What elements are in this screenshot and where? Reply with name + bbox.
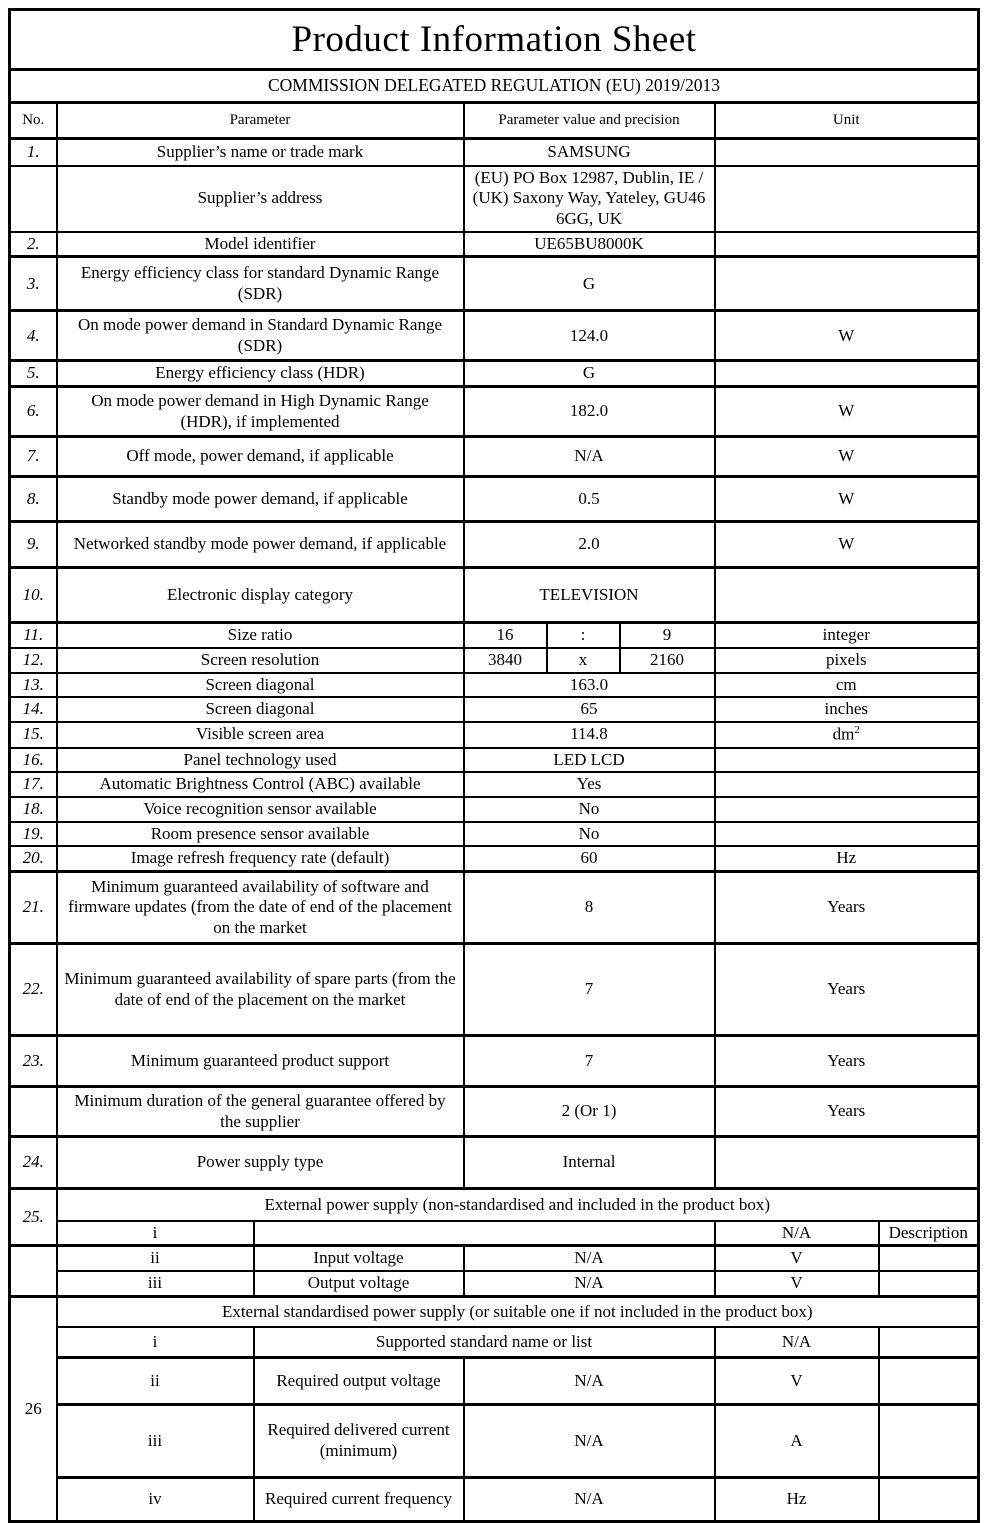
value-cell: 0.5 [464, 477, 715, 522]
no-cell: 22. [10, 944, 57, 1036]
no-cell [10, 166, 57, 232]
sub-index-cell: ii [57, 1246, 254, 1271]
param-cell: Model identifier [57, 232, 464, 257]
param-cell: Energy efficiency class for standard Dynamic Range (SDR) [57, 257, 464, 311]
unit-cell: W [715, 387, 979, 437]
no-cell: 7. [10, 437, 57, 477]
unit-cell: Years [715, 1036, 979, 1087]
no-cell: 10. [10, 568, 57, 623]
unit-cell: cm [715, 673, 979, 698]
description-cell [879, 1271, 979, 1296]
row-21 [10, 872, 979, 944]
param-cell: Screen diagonal [57, 697, 464, 722]
no-cell: 1. [10, 139, 57, 166]
sub-index-cell: iii [57, 1271, 254, 1296]
value-cell: 60 [464, 846, 715, 871]
row-11 [10, 623, 979, 648]
row-2 [10, 232, 979, 257]
no-cell: 23. [10, 1036, 57, 1087]
subtitle-row [10, 70, 979, 103]
no-cell: 12. [10, 648, 57, 673]
col-header-parameter: Parameter [57, 103, 464, 139]
param-cell: Room presence sensor available [57, 822, 464, 847]
param-cell: Size ratio [57, 623, 464, 648]
section-25-row-iii [10, 1271, 979, 1296]
description-cell: Description [879, 1221, 979, 1246]
value-cell: 124.0 [464, 311, 715, 361]
unit-cell: W [715, 477, 979, 522]
unit-cell [715, 772, 979, 797]
value-cell: (EU) PO Box 12987, Dublin, IE / (UK) Saxony Way, Yateley, GU46 6GG, UK [464, 166, 715, 232]
value-cell: 182.0 [464, 387, 715, 437]
unit-cell: integer [715, 623, 979, 648]
no-cell: 4. [10, 311, 57, 361]
value-part-cell: 9 [620, 623, 715, 648]
no-cell: 13. [10, 673, 57, 698]
param-cell: Supplier’s address [57, 166, 464, 232]
sub-index-cell: i [57, 1327, 254, 1357]
description-cell [879, 1477, 979, 1521]
product-information-table [8, 8, 980, 1523]
value-cell: N/A [464, 1404, 715, 1477]
sub-index-cell: i [57, 1221, 254, 1246]
no-cell: 26 [10, 1296, 57, 1521]
product-information-sheet [8, 8, 977, 1523]
unit-cell: V [715, 1357, 879, 1404]
section-26-header-row [10, 1296, 979, 1327]
unit-cell: Hz [715, 1477, 879, 1521]
param-cell: Screen diagonal [57, 673, 464, 698]
value-cell: SAMSUNG [464, 139, 715, 166]
unit-cell: V [715, 1246, 879, 1271]
value-part-cell: 2160 [620, 648, 715, 673]
unit-cell: N/A [715, 1221, 879, 1246]
description-cell [879, 1246, 979, 1271]
unit-cell [715, 797, 979, 822]
value-cell: 7 [464, 944, 715, 1036]
no-cell: 16. [10, 748, 57, 773]
no-cell: 8. [10, 477, 57, 522]
param-cell: Power supply type [57, 1137, 464, 1189]
unit-cell [715, 166, 979, 232]
param-cell: Voice recognition sensor available [57, 797, 464, 822]
description-cell [879, 1327, 979, 1357]
value-cell: LED LCD [464, 748, 715, 773]
value-cell: N/A [464, 1477, 715, 1521]
no-cell: 21. [10, 872, 57, 944]
param-cell: Visible screen area [57, 722, 464, 747]
param-cell: Required current frequency [254, 1477, 464, 1521]
no-cell: 19. [10, 822, 57, 847]
value-cell: N/A [464, 1271, 715, 1296]
value-cell: N/A [464, 437, 715, 477]
param-cell: Minimum guaranteed availability of software and firmware updates (from the date of end of the placement on the market [57, 872, 464, 944]
unit-cell [715, 748, 979, 773]
unit-cell [715, 257, 979, 311]
unit-cell [715, 822, 979, 847]
row-5 [10, 361, 979, 387]
unit-cell: Years [715, 1087, 979, 1137]
param-cell [254, 1221, 715, 1246]
param-cell: On mode power demand in High Dynamic Range (HDR), if implemented [57, 387, 464, 437]
no-cell: 11. [10, 623, 57, 648]
param-cell: Minimum duration of the general guarantee offered by the supplier [57, 1087, 464, 1137]
description-cell [879, 1357, 979, 1404]
title-row [10, 10, 979, 70]
no-cell: 6. [10, 387, 57, 437]
param-cell: Minimum guaranteed availability of spare parts (from the date of end of the placement on the market [57, 944, 464, 1036]
no-cell: 15. [10, 722, 57, 747]
param-cell: Required delivered current (minimum) [254, 1404, 464, 1477]
col-header-unit: Unit [715, 103, 979, 139]
row-15 [10, 722, 979, 747]
row-8 [10, 477, 979, 522]
unit-cell [715, 568, 979, 623]
no-cell: 5. [10, 361, 57, 387]
value-cell: TELEVISION [464, 568, 715, 623]
param-cell: Energy efficiency class (HDR) [57, 361, 464, 387]
value-cell: N/A [464, 1357, 715, 1404]
value-part-cell: 16 [464, 623, 547, 648]
row-19 [10, 822, 979, 847]
unit-cell [715, 722, 979, 747]
sub-index-cell: ii [57, 1357, 254, 1404]
param-cell: Off mode, power demand, if applicable [57, 437, 464, 477]
row-16 [10, 748, 979, 773]
row-20 [10, 846, 979, 871]
row-1 [10, 139, 979, 166]
param-cell: Minimum guaranteed product support [57, 1036, 464, 1087]
row-3 [10, 257, 979, 311]
section-26-row-iv [10, 1477, 979, 1521]
no-cell: 18. [10, 797, 57, 822]
no-cell: 24. [10, 1137, 57, 1189]
no-cell [10, 1246, 57, 1296]
no-cell: 9. [10, 522, 57, 568]
value-cell: No [464, 797, 715, 822]
value-separator-cell: : [547, 623, 620, 648]
value-cell: Internal [464, 1137, 715, 1189]
unit-cell [715, 139, 979, 166]
row-10 [10, 568, 979, 623]
value-cell: No [464, 822, 715, 847]
no-cell: 20. [10, 846, 57, 871]
unit-cell: Hz [715, 846, 979, 871]
unit-cell: pixels [715, 648, 979, 673]
row-17 [10, 772, 979, 797]
section-26-header: External standardised power supply (or suitable one if not included in the product box) [57, 1296, 979, 1327]
col-header-value: Parameter value and precision [464, 103, 715, 139]
no-cell: 3. [10, 257, 57, 311]
value-cell: Yes [464, 772, 715, 797]
row-7 [10, 437, 979, 477]
param-cell: Standby mode power demand, if applicable [57, 477, 464, 522]
param-cell: Supplier’s name or trade mark [57, 139, 464, 166]
sub-index-cell: iv [57, 1477, 254, 1521]
value-cell: 2 (Or 1) [464, 1087, 715, 1137]
row-22 [10, 944, 979, 1036]
param-cell: Networked standby mode power demand, if applicable [57, 522, 464, 568]
value-cell: 8 [464, 872, 715, 944]
value-cell: 163.0 [464, 673, 715, 698]
unit-cell: A [715, 1404, 879, 1477]
param-cell: On mode power demand in Standard Dynamic Range (SDR) [57, 311, 464, 361]
unit-cell [715, 232, 979, 257]
sub-index-cell: iii [57, 1404, 254, 1477]
value-part-cell: 3840 [464, 648, 547, 673]
unit-cell: N/A [715, 1327, 879, 1357]
no-cell: 14. [10, 697, 57, 722]
unit-superscript: 2 [854, 724, 860, 737]
row-18 [10, 797, 979, 822]
section-26-row-ii [10, 1357, 979, 1404]
value-separator-cell: x [547, 648, 620, 673]
param-cell: Supported standard name or list [254, 1327, 715, 1357]
row-12 [10, 648, 979, 673]
row-guarantee [10, 1087, 979, 1137]
no-cell: 2. [10, 232, 57, 257]
value-cell: 65 [464, 697, 715, 722]
unit-text: dm [832, 724, 855, 744]
no-cell: 17. [10, 772, 57, 797]
section-26-row-i [10, 1327, 979, 1357]
param-cell: Input voltage [254, 1246, 464, 1271]
param-cell: Screen resolution [57, 648, 464, 673]
unit-cell: Years [715, 872, 979, 944]
value-cell: 2.0 [464, 522, 715, 568]
section-25-header: External power supply (non-standardised and included in the product box) [57, 1189, 979, 1221]
col-header-no: No. [10, 103, 57, 139]
value-cell: 7 [464, 1036, 715, 1087]
regulation-subtitle: COMMISSION DELEGATED REGULATION (EU) 2019/2013 [10, 70, 979, 103]
unit-cell: W [715, 437, 979, 477]
unit-cell: W [715, 522, 979, 568]
section-26-row-iii [10, 1404, 979, 1477]
param-cell: Image refresh frequency rate (default) [57, 846, 464, 871]
unit-cell: Years [715, 944, 979, 1036]
value-cell: G [464, 361, 715, 387]
column-header-row [10, 103, 979, 139]
row-24 [10, 1137, 979, 1189]
section-25-header-row [10, 1189, 979, 1221]
no-cell [10, 1087, 57, 1137]
param-cell: Required output voltage [254, 1357, 464, 1404]
unit-cell: V [715, 1271, 879, 1296]
no-cell: 25. [10, 1189, 57, 1246]
row-9 [10, 522, 979, 568]
value-cell: 114.8 [464, 722, 715, 747]
row-6 [10, 387, 979, 437]
unit-cell [715, 361, 979, 387]
unit-cell: inches [715, 697, 979, 722]
value-cell: N/A [464, 1246, 715, 1271]
row-supplier-address [10, 166, 979, 232]
param-cell: Automatic Brightness Control (ABC) available [57, 772, 464, 797]
row-23 [10, 1036, 979, 1087]
row-13 [10, 673, 979, 698]
param-cell: Output voltage [254, 1271, 464, 1296]
row-4 [10, 311, 979, 361]
value-cell: UE65BU8000K [464, 232, 715, 257]
page-title: Product Information Sheet [10, 10, 979, 70]
param-cell: Panel technology used [57, 748, 464, 773]
description-cell [879, 1404, 979, 1477]
row-14 [10, 697, 979, 722]
unit-cell: W [715, 311, 979, 361]
param-cell: Electronic display category [57, 568, 464, 623]
section-25-row-i [10, 1221, 979, 1246]
section-25-row-ii [10, 1246, 979, 1271]
value-cell: G [464, 257, 715, 311]
unit-cell [715, 1137, 979, 1189]
